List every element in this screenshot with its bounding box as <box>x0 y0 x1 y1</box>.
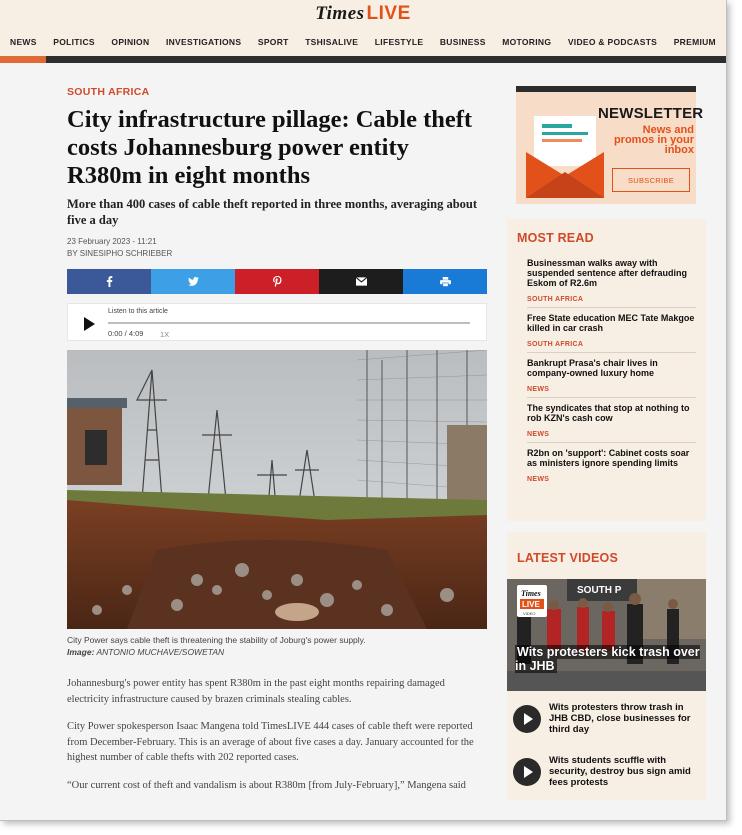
article-photo <box>67 350 487 629</box>
nav-divider <box>0 56 726 63</box>
envelope-icon <box>356 277 367 286</box>
most-read-item-category[interactable]: NEWS <box>527 476 550 483</box>
collapsed-trench-photo <box>67 350 487 629</box>
nav-item-business[interactable]: BUSINESS <box>439 36 486 47</box>
facebook-icon <box>106 276 113 287</box>
nav-item-politics[interactable]: POLITICS <box>53 36 95 47</box>
article <box>67 86 487 793</box>
printer-icon <box>440 277 451 287</box>
photo-credit: Image: ANTONIO MUCHAVE/SOWETAN <box>67 647 225 657</box>
photo-caption <box>67 634 487 658</box>
article-paragraph: City Power spokesperson Isaac Mangena told TimesLIVE 444 cases of cable theft were reported from December-February. This is an average of about five cases a day. January accounted for the highest number of cable thefts with 202 reported cases. <box>67 721 474 763</box>
playback-speed-button[interactable]: 1X <box>160 330 170 339</box>
protest-video-frame <box>507 579 706 691</box>
nav-item-investigations[interactable]: INVESTIGATIONS <box>165 36 242 47</box>
most-read-item[interactable] <box>527 443 696 487</box>
most-read-item-category[interactable]: SOUTH AFRICA <box>527 341 584 348</box>
most-read-item[interactable] <box>527 308 696 353</box>
video-badge-live: LIVE <box>522 600 540 609</box>
nav-item-tshisalive[interactable]: TSHISALIVE <box>305 36 359 47</box>
most-read-item-title[interactable]: The syndicates that stop at nothing to rob KZN's cash cow <box>527 403 690 423</box>
audio-progress-bar[interactable] <box>108 322 470 324</box>
video-sign-text: SOUTH P <box>577 585 622 596</box>
caption-text: City Power says cable theft is threatening the stability of Joburg's power supply. <box>67 635 366 645</box>
most-read-item-category[interactable]: SOUTH AFRICA <box>527 296 584 303</box>
audio-time: 0:00 / 4:09 <box>108 329 144 338</box>
video-badge-video: VIDEO <box>523 611 536 616</box>
subscribe-button[interactable]: SUBSCRIBE <box>612 168 690 192</box>
nav-item-sport[interactable]: SPORT <box>257 36 289 47</box>
share-pinterest-button[interactable] <box>235 269 319 294</box>
video-title[interactable]: Wits students scuffle with security, destroy bus sign amid fees protests <box>549 755 691 788</box>
most-read-item-title[interactable]: Businessman walks away with suspended sentence after defrauding Eskom of R2.6m <box>527 258 688 288</box>
most-read-item[interactable] <box>527 398 696 443</box>
most-read-item-title[interactable]: Free State education MEC Tate Makgoe killed in car crash <box>527 313 695 333</box>
nav-item-lifestyle[interactable]: LIFESTYLE <box>374 36 424 47</box>
share-bar <box>67 269 487 294</box>
share-twitter-button[interactable] <box>151 269 235 294</box>
nav-item-premium[interactable]: PREMIUM <box>673 36 716 47</box>
most-read-item-title[interactable]: R2bn on 'support': Cabinet costs soar as ministers ignore spending limits <box>527 448 690 468</box>
article-paragraph: “Our current cost of theft and vandalism is about R380m [from July-February],” Mangena said <box>67 779 466 791</box>
video-badge-times: Times <box>521 589 541 598</box>
most-read-item[interactable] <box>527 253 696 308</box>
newsletter-subtitle: News and promos in your inbox <box>613 124 694 156</box>
most-read-item-title[interactable]: Bankrupt Prasa's chair lives in company-owned luxury home <box>527 358 658 378</box>
article-headline: City infrastructure pillage: Cable theft costs Johannesburg power entity R380m in eight months <box>67 106 473 189</box>
latest-videos-panel <box>507 532 706 800</box>
play-icon[interactable] <box>84 317 95 331</box>
video-title[interactable]: Wits protesters throw trash in JHB CBD, close businesses for third day <box>549 702 691 735</box>
article-byline[interactable]: BY SINESIPHO SCHRIEBER <box>67 249 173 258</box>
article-date: 23 February 2023 - 11:21 <box>67 237 157 246</box>
play-circle-icon[interactable] <box>513 705 541 733</box>
share-email-button[interactable] <box>319 269 403 294</box>
most-read-title: MOST READ <box>517 231 594 245</box>
most-read-panel <box>507 219 706 521</box>
site-logo[interactable]: Times LIVE <box>315 3 411 24</box>
article-standfirst: More than 400 cases of cable theft reported in three months, averaging about five a day <box>67 197 478 227</box>
featured-video-headline: Wits protesters kick trash over in JHB <box>515 645 700 673</box>
print-button[interactable] <box>403 269 487 294</box>
most-read-list <box>527 253 696 487</box>
article-body <box>67 676 487 793</box>
audio-label: Listen to this article <box>108 308 168 315</box>
section-label[interactable]: SOUTH AFRICA <box>67 86 150 98</box>
share-facebook-button[interactable] <box>67 269 151 294</box>
nav-item-opinion[interactable]: OPINION <box>111 36 150 47</box>
article-meta <box>67 236 487 260</box>
video-list-item[interactable] <box>513 700 701 750</box>
audio-player <box>67 303 487 341</box>
play-circle-icon[interactable] <box>513 758 541 786</box>
site-header <box>0 0 726 27</box>
newsletter-envelope-icon <box>526 114 604 198</box>
main-nav <box>0 27 726 56</box>
featured-video-thumbnail[interactable] <box>507 579 706 691</box>
nav-item-news[interactable]: NEWS <box>10 36 37 47</box>
most-read-item-category[interactable]: NEWS <box>527 431 550 438</box>
newsletter-promo <box>516 86 704 204</box>
newsletter-title: NEWSLETTER <box>598 105 704 122</box>
pinterest-icon <box>273 276 282 287</box>
nav-item-video-podcasts[interactable]: VIDEO & PODCASTS <box>567 36 658 47</box>
latest-videos-title: LATEST VIDEOS <box>517 551 618 565</box>
article-paragraph: Johannesburg's power entity has spent R380m in the past eight months repairing damaged electricity infrastructure caused by brazen criminals stealing cables. <box>67 678 445 705</box>
most-read-item[interactable] <box>527 353 696 398</box>
most-read-item-category[interactable]: NEWS <box>527 386 550 393</box>
nav-active-indicator <box>0 56 46 63</box>
video-list-item[interactable] <box>513 753 701 803</box>
nav-item-motoring[interactable]: MOTORING <box>502 36 552 47</box>
twitter-icon <box>188 277 199 286</box>
